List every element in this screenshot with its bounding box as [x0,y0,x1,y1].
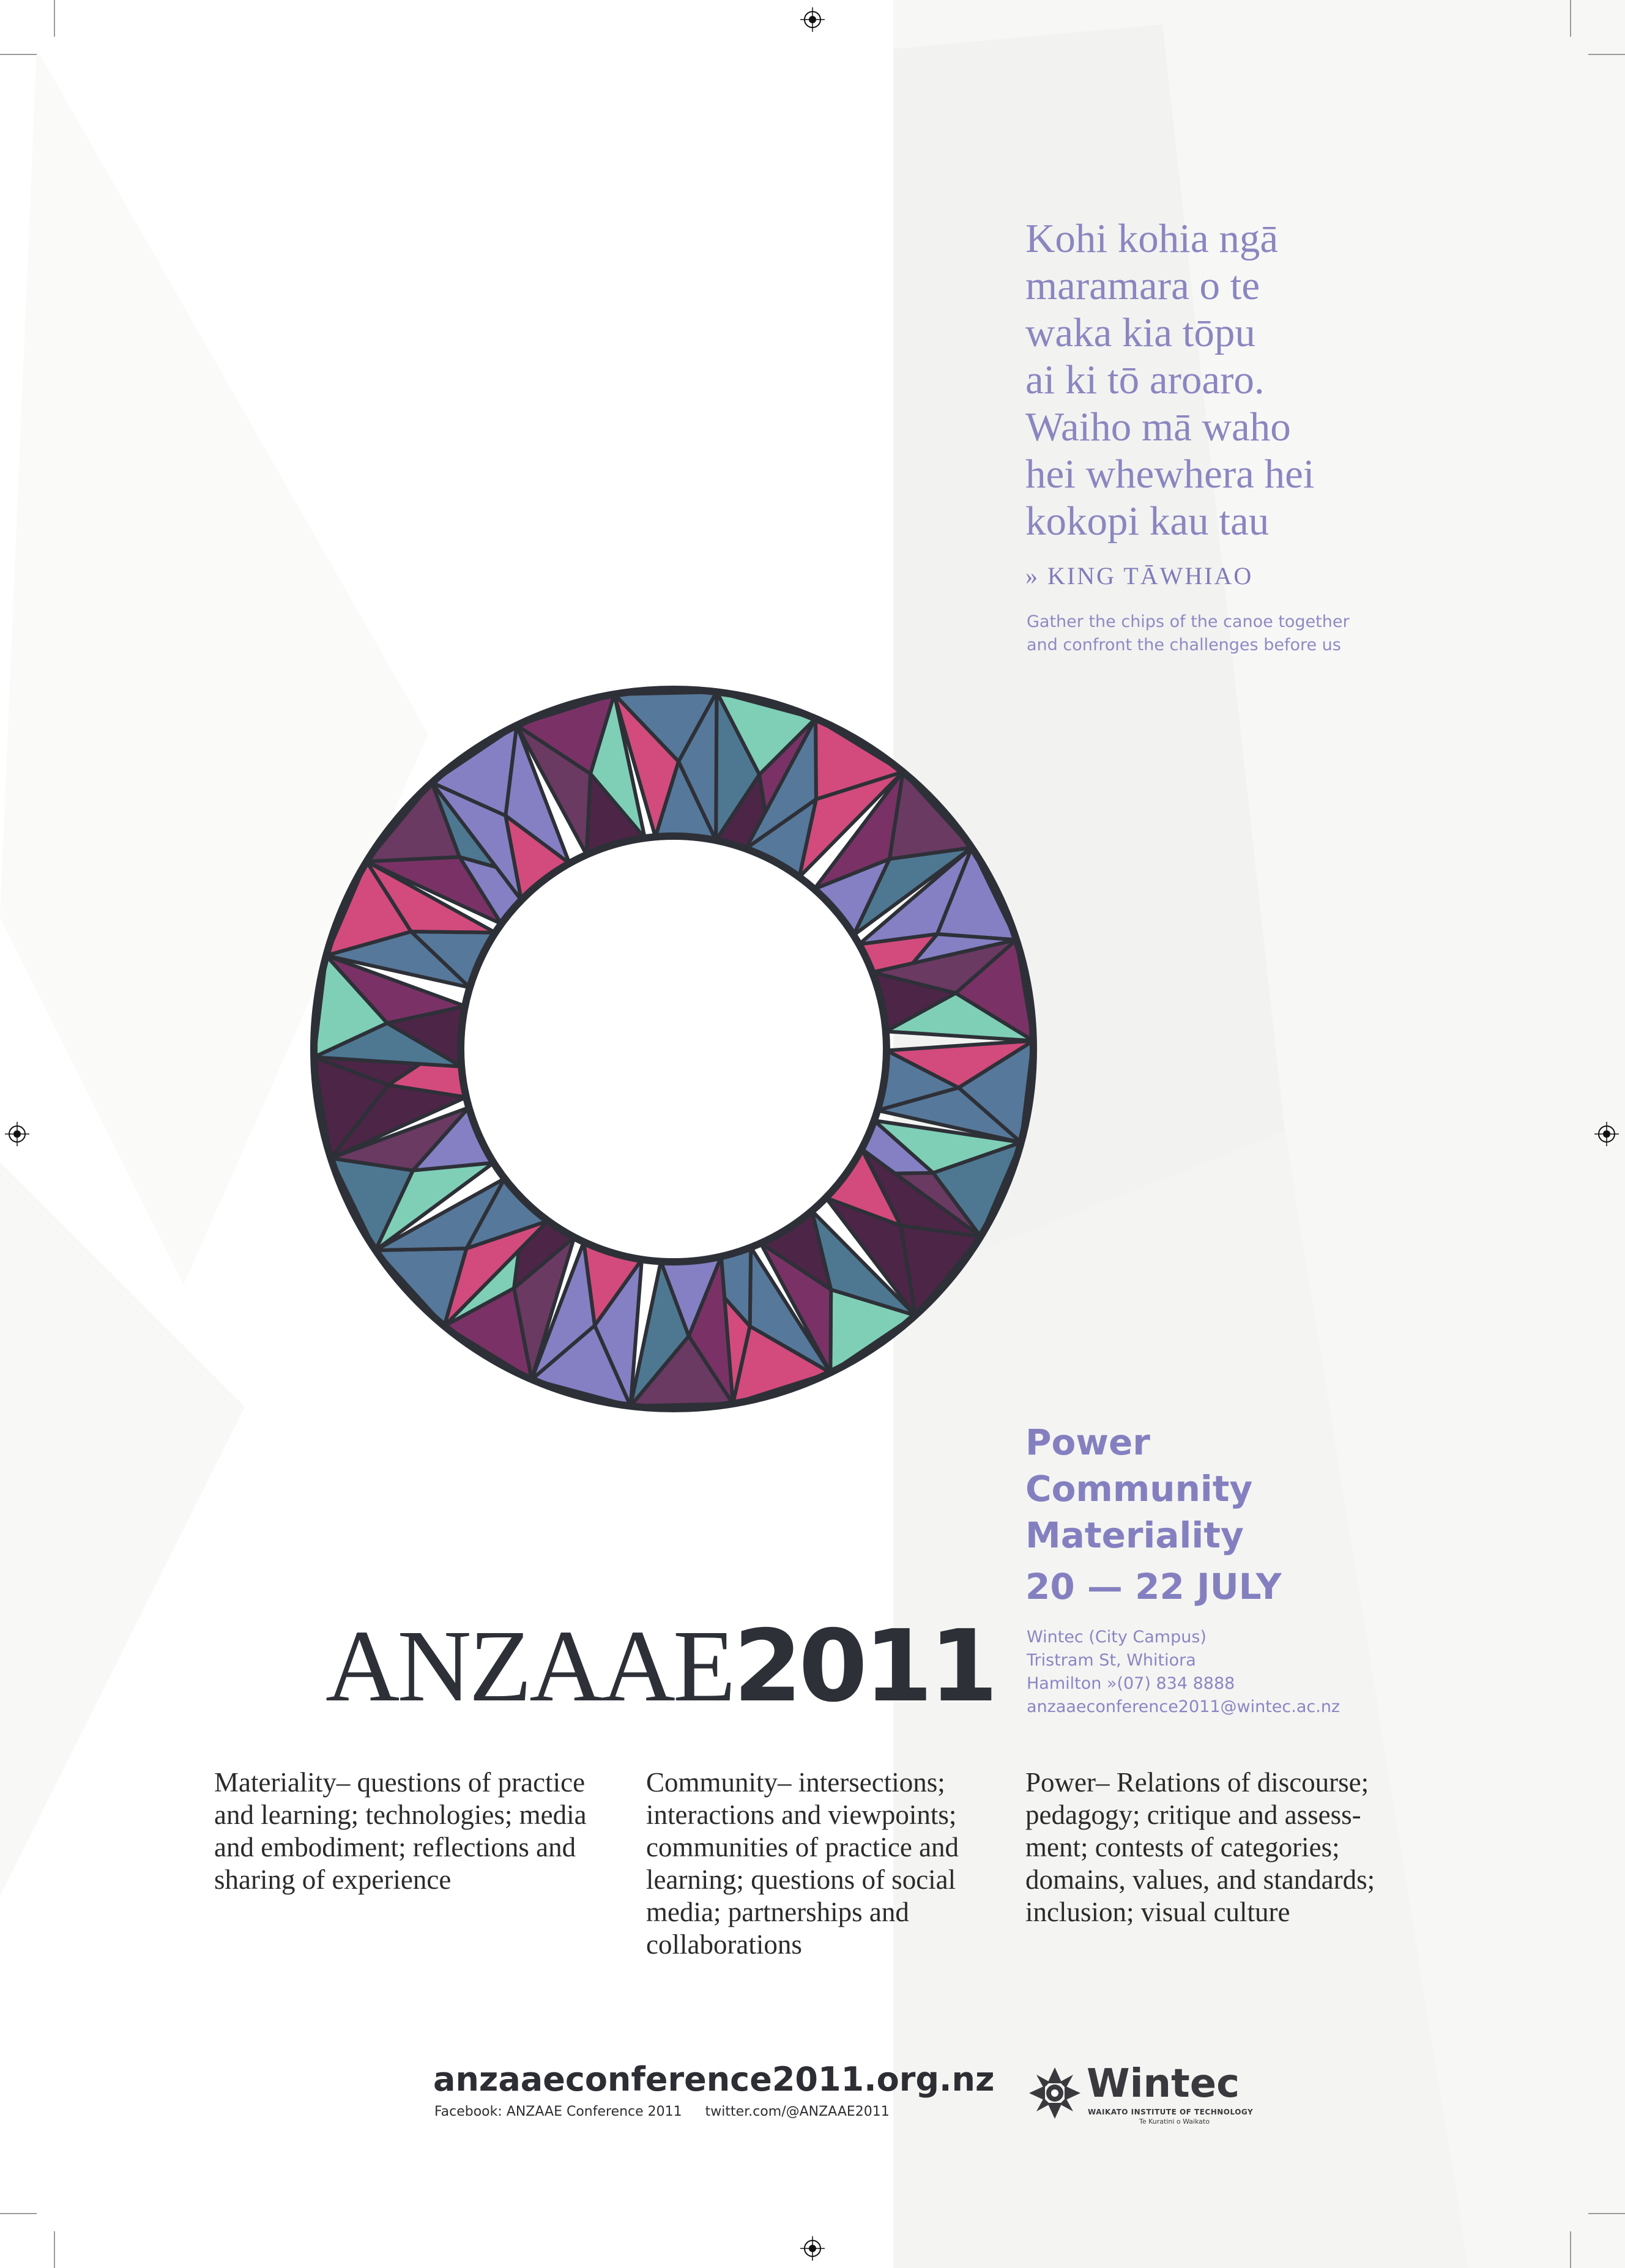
crop-mark [0,2213,37,2214]
crop-mark [0,54,37,55]
quote-line: waka kia tōpu [1025,310,1255,355]
text-line: Community– intersections; [646,1767,945,1798]
text-line: communities of practice and [646,1832,959,1862]
crop-mark [54,2231,55,2268]
crop-mark [1570,0,1571,37]
twitter-link[interactable]: twitter.com/@ANZAAE2011 [705,2104,890,2119]
text-line: pedagogy; critique and assess- [1025,1799,1361,1830]
text-line: interactions and viewpoints; [646,1799,957,1830]
brand-name: ANZAAE [325,1609,734,1723]
theme-power: Power [1025,1421,1150,1463]
text-line: learning; questions of social [646,1864,956,1895]
quote-line: Kohi kohia ngā [1025,216,1279,261]
venue-line: Tristram St, Whitiora [1027,1651,1196,1670]
wintec-logo-icon [1027,2065,1083,2121]
venue-line: Hamilton »(07) 834 8888 [1027,1674,1235,1693]
translation-line: and confront the challenges before us [1027,636,1341,654]
registration-mark-icon [1594,1122,1619,1146]
theme-materiality: Materiality [1025,1514,1244,1556]
text-line: media; partnerships and [646,1897,909,1927]
crop-mark [1588,2213,1625,2214]
text-line: and embodiment; reflections and [214,1832,576,1862]
theme-community: Community [1025,1468,1253,1510]
anzaae-wordmark [325,1609,995,1724]
text-line: domains, values, and standards; [1025,1864,1375,1895]
quote-line: ai ki tō aroaro. [1025,357,1265,402]
whakatauki-quote [1025,215,1576,545]
text-line: Materiality– questions of practice [214,1767,586,1798]
wintec-name: Wintec [1087,2061,1240,2107]
text-line: ment; contests of categories; [1025,1832,1340,1862]
translation-line: Gather the chips of the canoe together [1027,612,1350,631]
community-description [646,1766,959,1961]
quote-line: hei whewhera hei [1025,451,1315,497]
facebook-link[interactable]: Facebook: ANZAAE Conference 2011 [434,2104,682,2119]
text-line: inclusion; visual culture [1025,1897,1290,1927]
quote-translation [1027,610,1350,657]
quote-line: maramara o te [1025,263,1260,308]
social-links [434,2104,890,2119]
wintec-subtitle: WAIKATO INSTITUTE OF TECHNOLOGY [1088,2108,1254,2116]
venue-details [1027,1626,1340,1719]
materiality-description [214,1766,587,1896]
power-description [1025,1766,1375,1929]
crop-mark [1570,2231,1571,2268]
quote-line: Waiho mā waho [1025,404,1291,450]
mosaic-ring-logo [303,679,1044,1419]
venue-email[interactable]: anzaaeconference2011@wintec.ac.nz [1027,1697,1341,1716]
registration-mark-icon [800,7,825,32]
wintec-subtitle-maori: Te Kuratini o Waikato [1139,2118,1210,2125]
registration-mark-icon [800,2236,825,2261]
conference-dates: 20 — 22 JULY [1025,1566,1282,1607]
venue-line: Wintec (City Campus) [1027,1628,1207,1647]
registration-mark-icon [5,1122,29,1146]
ring-inner-edge [461,836,887,1262]
brand-year: 2011 [733,1609,995,1724]
quote-line: kokopi kau tau [1025,498,1270,544]
quote-attribution: » KING TĀWHIAO [1025,562,1254,590]
text-line: and learning; technologies; media [214,1799,587,1830]
text-line: sharing of experience [214,1864,452,1895]
text-line: Power– Relations of discourse; [1025,1767,1369,1798]
crop-mark [54,0,55,37]
theme-list [1025,1419,1252,1558]
conference-website-link[interactable]: anzaaeconference2011.org.nz [433,2060,995,2099]
text-line: collaborations [646,1929,802,1960]
crop-mark [1588,54,1625,55]
